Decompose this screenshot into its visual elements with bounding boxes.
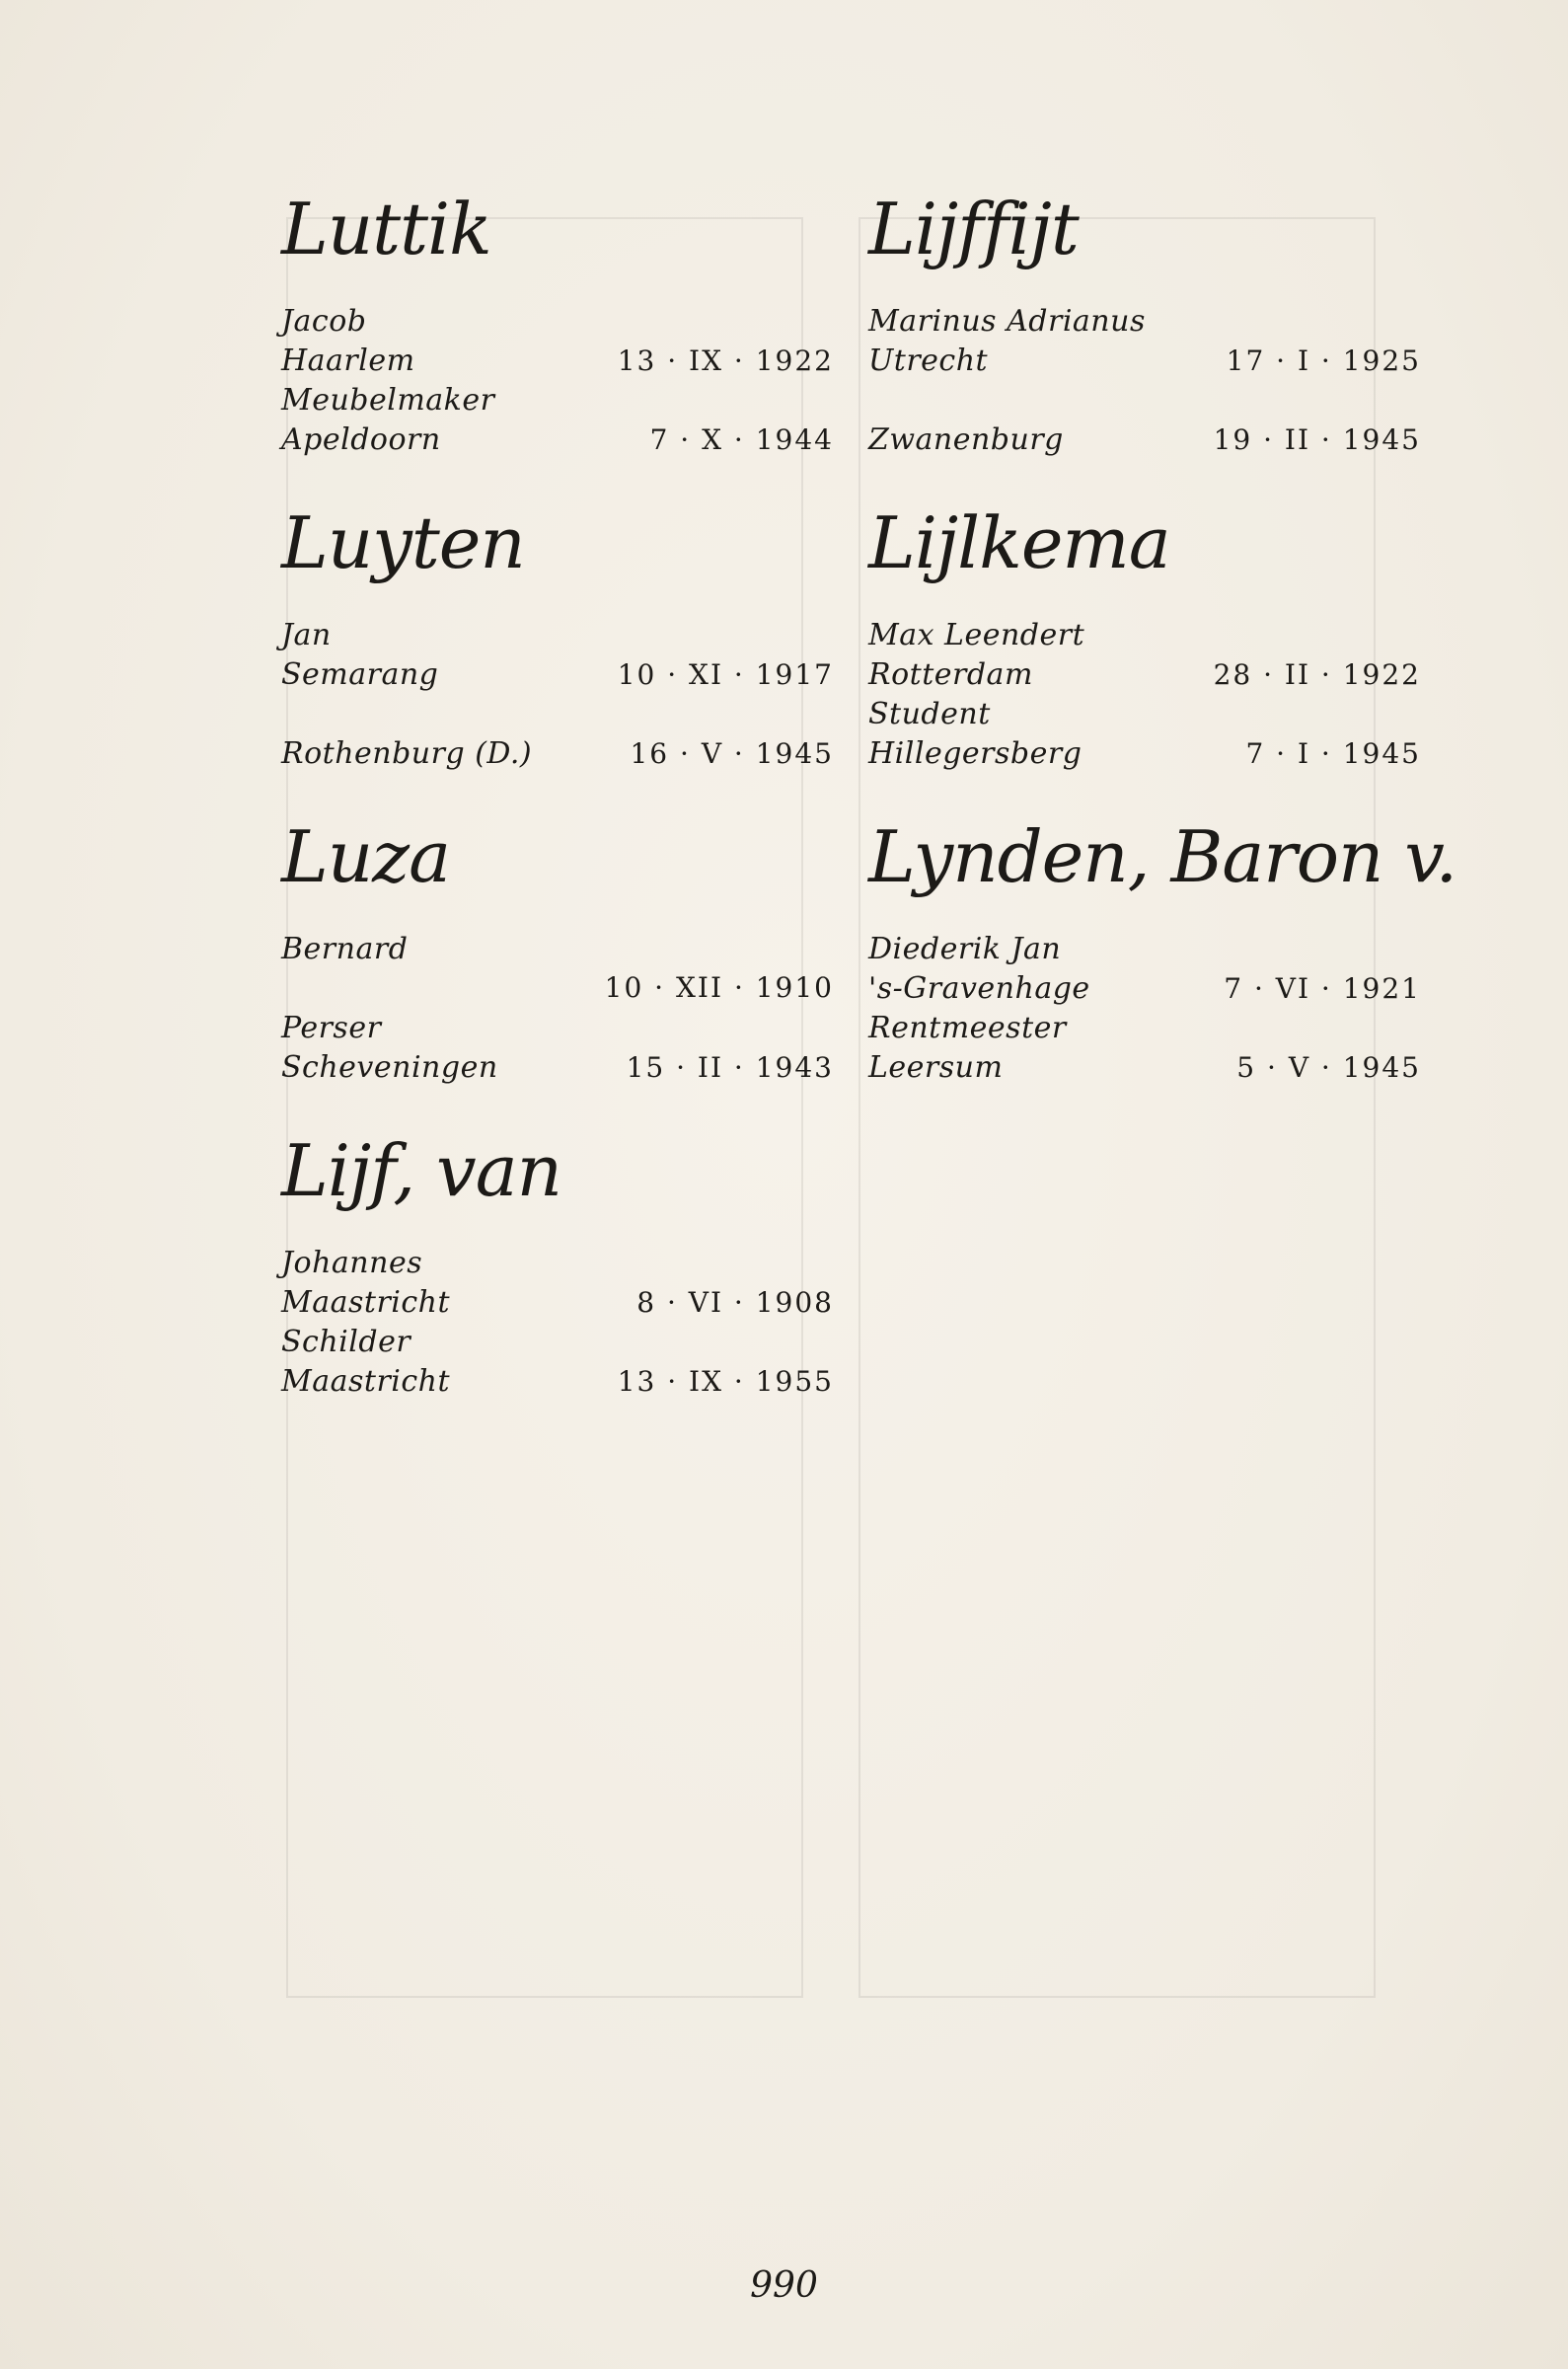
row-text: Zwanenburg: [868, 422, 1064, 457]
row-text: Meubelmaker: [281, 383, 495, 418]
surname-text: Lynden, Baron v.: [868, 815, 1457, 898]
entry-row: [868, 383, 1421, 422]
row-date: 5 · V · 1945: [1236, 1051, 1421, 1084]
row-date: 15 · II · 1943: [626, 1051, 834, 1084]
entry-row: [281, 344, 834, 383]
entry-row: [868, 1011, 1421, 1050]
row-text: Marinus Adrianus: [868, 304, 1146, 339]
memorial-entry: [868, 186, 1421, 462]
row-date: 28 · II · 1922: [1213, 658, 1421, 691]
entry-row: [281, 657, 834, 697]
entry-row: [281, 736, 834, 776]
row-text: Utrecht: [868, 344, 989, 378]
entry-row: [868, 618, 1421, 657]
row-text: Jan: [281, 618, 332, 652]
row-text: Schilder: [281, 1325, 411, 1359]
row-text: Maastricht: [281, 1364, 451, 1399]
memorial-entry: [868, 499, 1421, 776]
entry-row: [281, 1325, 834, 1364]
row-text: Scheveningen: [281, 1050, 498, 1085]
row-text: Rentmeester: [868, 1011, 1067, 1045]
row-text: Rotterdam: [868, 657, 1033, 692]
row-date: 10 · XI · 1917: [617, 658, 834, 691]
entry-row: [868, 971, 1421, 1011]
surname-text: Luyten: [281, 501, 525, 584]
entry-row: [868, 304, 1421, 344]
surname-text: Luttik: [281, 188, 491, 270]
row-text: Jacob: [281, 304, 367, 339]
page-number: 990: [750, 2265, 818, 2306]
row-text: Maastricht: [281, 1285, 451, 1320]
memorial-entry: [281, 1127, 834, 1404]
memorial-entry: [868, 813, 1457, 1090]
surname-text: Lijffijt: [868, 188, 1079, 270]
memorial-entry: [281, 813, 834, 1090]
row-text: Perser: [281, 1011, 382, 1045]
row-date: 7 · VI · 1921: [1224, 972, 1421, 1005]
entry-row: [281, 932, 834, 971]
entry-surname: [281, 499, 834, 618]
entry-row: [281, 618, 834, 657]
row-date: 7 · X · 1944: [649, 423, 834, 456]
row-date: 7 · I · 1945: [1245, 737, 1421, 770]
row-date: 8 · VI · 1908: [636, 1286, 834, 1319]
row-text: Johannes: [281, 1246, 423, 1280]
row-text: Hillegersberg: [868, 736, 1083, 771]
row-text: Student: [868, 697, 991, 731]
entry-surname: [281, 813, 834, 932]
entry-row: [868, 657, 1421, 697]
row-text: Haarlem: [281, 344, 415, 378]
entry-row: [868, 344, 1421, 383]
surname-text: Lijf, van: [281, 1129, 561, 1212]
entry-row: [868, 697, 1421, 736]
row-date: 19 · II · 1945: [1213, 423, 1421, 456]
entry-row: [868, 422, 1421, 462]
row-date: 10 · XII · 1910: [604, 971, 834, 1004]
entry-row: [281, 971, 834, 1011]
entry-row: [868, 736, 1421, 776]
row-date: 13 · IX · 1955: [617, 1365, 834, 1398]
row-date: 16 · V · 1945: [630, 737, 834, 770]
entry-surname: [868, 499, 1421, 618]
entry-surname: [281, 186, 834, 304]
entry-row: [281, 1364, 834, 1404]
row-text: Leersum: [868, 1050, 1004, 1085]
entry-surname: [868, 813, 1457, 932]
surname-text: Luza: [281, 815, 451, 898]
right-column: [868, 186, 1457, 1127]
entry-row: [281, 1246, 834, 1285]
memorial-entry: [281, 499, 834, 776]
row-date: 17 · I · 1925: [1226, 344, 1421, 377]
entry-row: [281, 422, 834, 462]
row-date: 13 · IX · 1922: [617, 344, 834, 377]
row-text: Semarang: [281, 657, 439, 692]
row-text: Apeldoorn: [281, 422, 441, 457]
surname-text: Lijlkema: [868, 501, 1170, 584]
entry-row: [281, 1011, 834, 1050]
left-column: [281, 186, 834, 1441]
row-text: 's-Gravenhage: [868, 971, 1090, 1006]
row-text: Rothenburg (D.): [281, 736, 533, 771]
entry-row: [868, 1050, 1421, 1090]
row-text: Diederik Jan: [868, 932, 1062, 966]
entry-row: [281, 383, 834, 422]
entry-row: [281, 697, 834, 736]
row-text: Bernard: [281, 932, 409, 966]
entry-surname: [868, 186, 1421, 304]
entry-row: [281, 1050, 834, 1090]
memorial-entry: [281, 186, 834, 462]
entry-row: [281, 304, 834, 344]
row-text: Max Leendert: [868, 618, 1085, 652]
entry-surname: [281, 1127, 834, 1246]
entry-row: [868, 932, 1421, 971]
entry-row: [281, 1285, 834, 1325]
